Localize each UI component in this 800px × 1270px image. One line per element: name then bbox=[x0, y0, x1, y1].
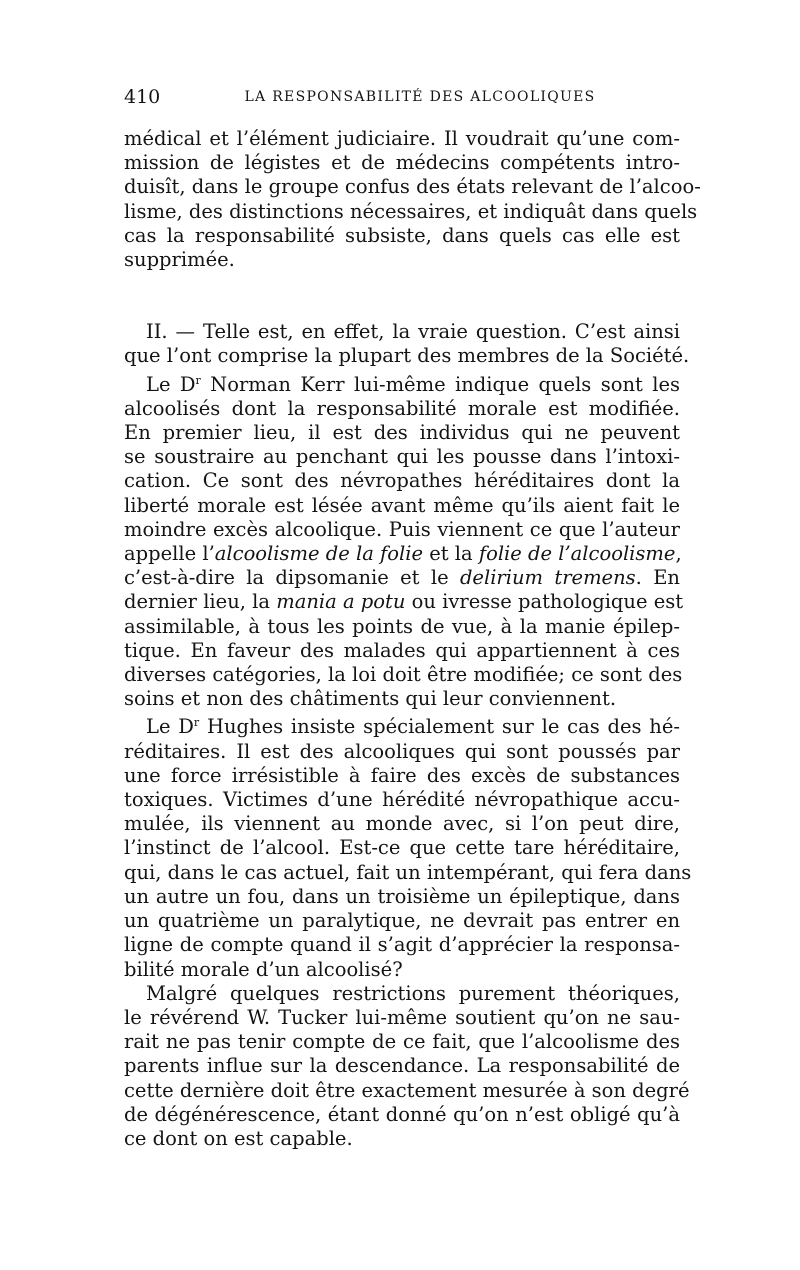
text-line: diverses catégories, la loi doit être modifiée; ce sont des bbox=[124, 663, 683, 687]
text-line: cas la responsabilité subsiste, dans quels cas elle est bbox=[124, 223, 680, 247]
text-line: duisît, dans le groupe confus des états relevant de l’alcoo- bbox=[124, 175, 701, 199]
text-line: parents influe sur la descendance. La responsabilité de bbox=[124, 1054, 680, 1078]
text-line: dernier lieu, la mania a potu ou ivresse pathologique est bbox=[124, 590, 684, 614]
text-line: une force irrésistible à faire des excès de substances bbox=[124, 763, 680, 787]
text-line: mulée, ils viennent au monde avec, si l’on peut dire, bbox=[124, 812, 680, 836]
text-line: En premier lieu, il est des individus qui ne peuvent bbox=[124, 421, 680, 445]
text-line: se soustraire au penchant qui les pousse dans l’intoxi- bbox=[124, 445, 680, 469]
text-line: un quatrième un paralytique, ne devrait pas entrer en bbox=[124, 909, 680, 933]
text-line: toxiques. Victimes d’une hérédité névropathique accu- bbox=[124, 788, 680, 812]
paragraph bbox=[124, 981, 690, 1151]
text-line: le révérend W. Tucker lui-même soutient qu’on ne sau- bbox=[124, 1005, 680, 1029]
superscript: r bbox=[193, 716, 200, 730]
text-line: médical et l’élément judiciaire. Il voudrait qu’une com- bbox=[124, 127, 680, 150]
superscript: r bbox=[195, 373, 201, 387]
text-line: réditaires. Il est des alcooliques qui sont poussés par bbox=[124, 739, 680, 763]
text-line: rait ne pas tenir compte de ce fait, que l’alcoolisme des bbox=[124, 1030, 680, 1054]
paragraph bbox=[124, 711, 692, 981]
text-line: liberté morale est lésée avant même qu’ils aient fait le bbox=[124, 493, 680, 517]
text-line: un autre un fou, dans un troisième un épileptique, dans bbox=[124, 884, 680, 908]
text-line: mission de légistes et de médecins compétents intro- bbox=[124, 151, 680, 175]
text-line: de dégénérescence, étant donné qu’on n’est obligé qu’à bbox=[124, 1102, 680, 1126]
text-line: Malgré quelques restrictions purement théoriques, bbox=[146, 981, 680, 1005]
text-line: assimilable, à tous les points de vue, à la manie épilep- bbox=[124, 614, 680, 638]
paragraph bbox=[124, 369, 684, 712]
body-text bbox=[124, 127, 701, 1151]
text-line: lisme, des distinctions nécessaires, et indiquât dans quels bbox=[124, 199, 698, 223]
paragraph bbox=[124, 127, 701, 272]
text-line: l’instinct de l’alcool. Est-ce que cette tare héréditaire, bbox=[124, 836, 680, 860]
page-header bbox=[124, 86, 680, 116]
text-line: ce dont on est capable. bbox=[124, 1126, 353, 1150]
text-line: appelle l’alcoolisme de la folie et la folie de l’alcoolisme, bbox=[124, 542, 682, 566]
text-line: alcoolisés dont la responsabilité morale est modifiée. bbox=[124, 396, 680, 420]
text-line: c’est-à-dire la dipsomanie et le delirium tremens. En bbox=[124, 566, 680, 590]
running-title: LA RESPONSABILITÉ DES ALCOOLIQUES bbox=[244, 89, 596, 105]
text-line: cation. Ce sont des névropathes héréditaires dont la bbox=[124, 469, 680, 493]
text-line: tique. En faveur des malades qui appartiennent à ces bbox=[124, 638, 680, 662]
text-line: ligne de compte quand il s’agit d’apprécier la responsa- bbox=[124, 933, 680, 957]
page-number: 410 bbox=[124, 86, 161, 108]
text-line: Le $D^r$ Hughes insiste spécialement sur le cas des hé- bbox=[146, 715, 680, 739]
text-line: moindre excès alcoolique. Puis viennent ce que l’auteur bbox=[124, 517, 680, 541]
text-line: Le $D^r$ Norman Kerr lui-même indique quels sont les bbox=[146, 372, 680, 396]
text-line: supprimée. bbox=[124, 248, 235, 272]
text-line: soins et non des châtiments qui leur conviennent. bbox=[124, 687, 617, 711]
text-line: II. — Telle est, en effet, la vraie question. C’est ainsi bbox=[146, 320, 680, 344]
text-line: que l’ont comprise la plupart des membres de la Société. bbox=[124, 344, 690, 368]
text-line: bilité morale d’un alcoolisé? bbox=[124, 957, 403, 981]
paragraph bbox=[124, 320, 690, 368]
text-line: qui, dans le cas actuel, fait un intempérant, qui fera dans bbox=[124, 860, 692, 884]
section-break bbox=[124, 272, 680, 320]
text-line: cette dernière doit être exactement mesurée à son degré bbox=[124, 1078, 690, 1102]
